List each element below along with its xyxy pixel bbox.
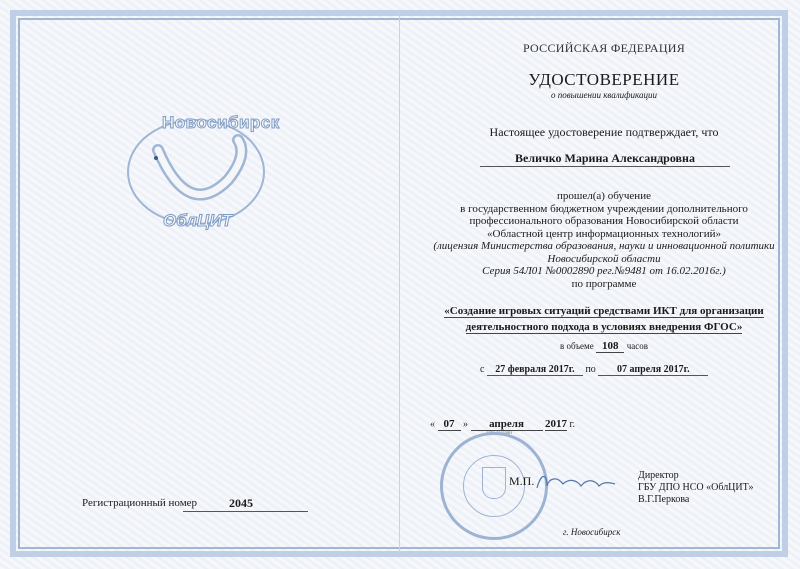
confirm-text: Настоящее удостоверение подтверждает, что [489, 125, 719, 139]
institution-line: в государственном бюджетном учреждении дополнительного [460, 202, 748, 215]
document-title: УДОСТОВЕРЕНИЕ [528, 70, 680, 89]
period-row [480, 364, 725, 376]
issue-date-caption: дата выдачи [486, 431, 512, 436]
logo-text-city: Новосибирск [162, 113, 280, 132]
director-block [638, 470, 753, 506]
volume-unit: часов [626, 341, 648, 351]
volume-label: в объеме [560, 341, 594, 351]
period-from-label: с [480, 364, 485, 375]
institution-block [418, 190, 790, 290]
institution-line: «Областной центр информационных технологий» [487, 227, 721, 240]
issue-year: 2017 [545, 418, 567, 430]
director-name: В.Г.Перкова [638, 494, 690, 505]
issue-day: 07 [438, 418, 461, 431]
logo-text-org: ОблЦИТ [163, 211, 233, 230]
city-label: г. Новосибирск [563, 527, 621, 537]
reg-number: 2045 [183, 496, 308, 512]
issue-month: апреля [471, 418, 543, 431]
issue-year-suffix: г. [569, 419, 575, 430]
volume-hours: 108 [596, 340, 625, 353]
program-line: деятельностного подхода в условиях внедрения ФГОС» [465, 321, 743, 333]
volume-row [560, 340, 648, 353]
institution-line: профессионального образования Новосибирской области [469, 215, 739, 227]
institution-line: прошел(а) обучение [557, 190, 651, 202]
director-org: ГБУ ДПО НСО «ОблЦИТ» [638, 482, 754, 493]
center-fold [399, 16, 400, 553]
signature-icon [533, 468, 618, 498]
coat-of-arms-icon [482, 467, 506, 499]
program-title [418, 303, 790, 335]
program-line: «Создание игровых ситуаций средствами ИКТ для организации [444, 305, 764, 317]
license-line: Новосибирской области [547, 252, 661, 265]
seal-place-label: М.П. [509, 474, 535, 488]
issue-date-row [430, 418, 575, 431]
by-program-label: по программе [571, 277, 637, 290]
country-heading: РОССИЙСКАЯ ФЕДЕРАЦИЯ [522, 41, 686, 55]
issue-quote-close: » [463, 419, 468, 430]
reg-number-label: Регистрационный номер [82, 497, 198, 509]
period-from-date: 27 февраля 2017г. [487, 364, 583, 376]
director-title: Директор [638, 470, 679, 481]
period-to-label: по [585, 364, 596, 375]
document-subtitle: о повышении квалификации [550, 90, 658, 100]
period-to-date: 07 апреля 2017г. [598, 364, 708, 376]
license-line: (лицензия Министерства образования, науки и инновационной политики [433, 240, 775, 252]
license-line: Серия 54Л01 №0002890 рег.№9481 от 16.02.2016г.) [482, 265, 726, 277]
recipient-name: Величко Марина Александровна [480, 151, 730, 167]
issue-quote-open: « [430, 419, 435, 430]
